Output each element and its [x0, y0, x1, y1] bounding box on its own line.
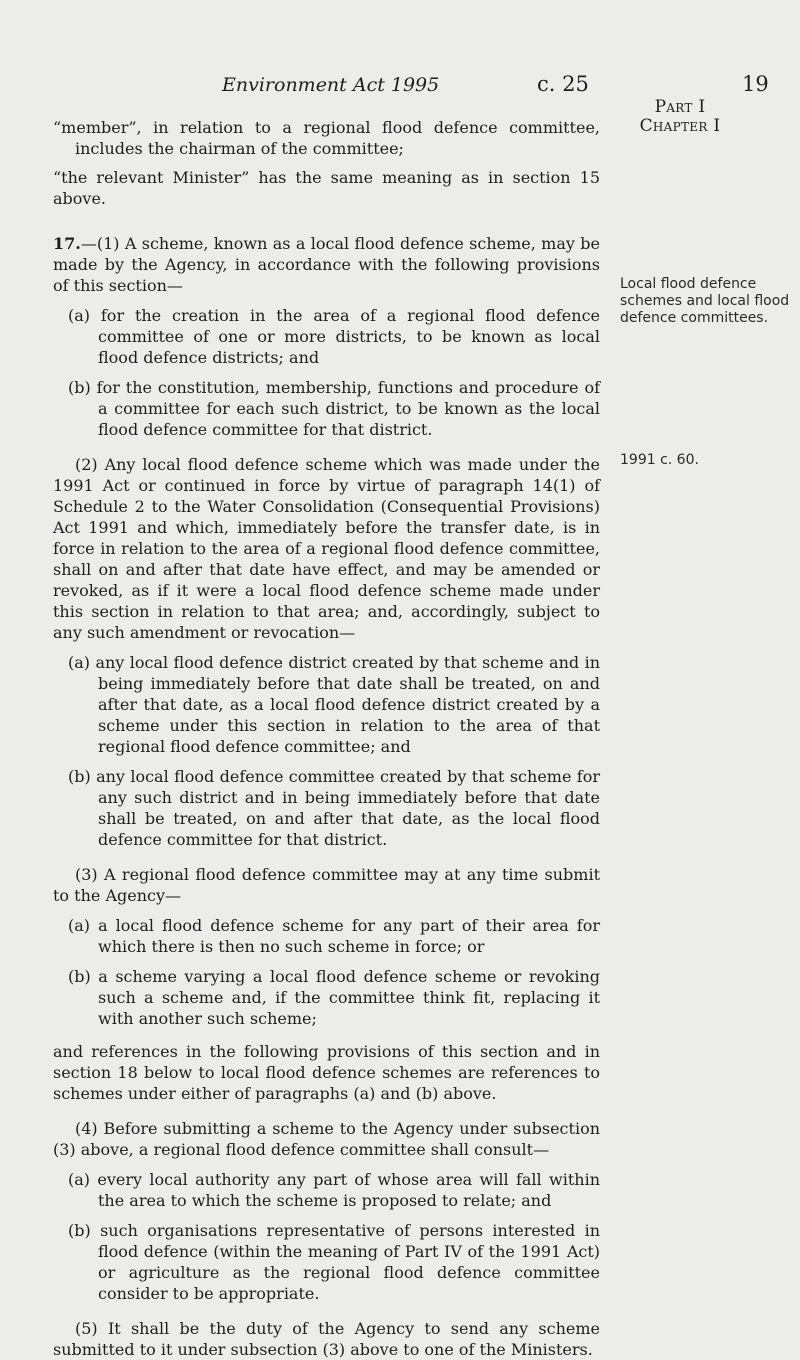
section-17-4-b: (b) such organisations representative of persons interested in flood defence (within the meaning of Part IV of the 1991 Act) or agriculture as the regional flood defence committee consider to be appropriate.: [68, 1221, 600, 1303]
section-number: 17.: [53, 234, 81, 253]
act-title: Environment Act 1995: [222, 74, 440, 96]
chapter-label: Chapter I: [639, 116, 721, 136]
part-chapter-label: [620, 98, 740, 136]
section-17-2-a: (a) any local flood defence district created by that scheme and in being immediately before that date shall be treated, on and after that date, as a local flood defence district created by a scheme under this section in relation to the area of that regional flood defence committee; and: [68, 653, 600, 756]
section-17-subsection-3: (3) A regional flood defence committee may at any time submit to the Agency—: [53, 865, 600, 905]
section-17-1-b: (b) for the constitution, membership, functions and procedure of a committee for each such district, to be known as the local flood defence committee for that district.: [68, 378, 600, 439]
section-17-subsection-5: (5) It shall be the duty of the Agency to send any scheme submitted to it under subsection (3) above to one of the Ministers.: [53, 1319, 600, 1359]
statute-body: [53, 117, 600, 1360]
section-17-subsection-4: (4) Before submitting a scheme to the Agency under subsection (3) above, a regional flood defence committee shall consult—: [53, 1119, 600, 1159]
section-17-2-b: (b) any local flood defence committee created by that scheme for any such district and in being immediately before that date shall be treated, on and after that date, as the local flood defence committee for that district.: [68, 767, 600, 849]
section-17-1-a: (a) for the creation in the area of a regional flood defence committee of one or more districts, to be known as local flood defence districts; and: [68, 306, 600, 367]
page-number: 19: [742, 72, 769, 96]
definition-minister: “the relevant Minister” has the same meaning as in section 15 above.: [53, 168, 600, 208]
running-header: [0, 68, 800, 98]
side-note-local-flood-defence: Local flood defence schemes and local flood defence committees.: [620, 276, 790, 326]
definition-member: “member”, in relation to a regional flood defence committee, includes the chairman of the committee;: [53, 118, 600, 158]
part-label: Part I: [654, 97, 706, 117]
section-17-4-a: (a) every local authority any part of whose area will fall within the area to which the scheme is proposed to relate; and: [68, 1170, 600, 1210]
section-17-3-tail: and references in the following provisions of this section and in section 18 below to local flood defence schemes are references to schemes under either of paragraphs (a) and (b) above.: [53, 1042, 600, 1103]
section-17-3-b: (b) a scheme varying a local flood defence scheme or revoking such a scheme and, if the committee think fit, replacing it with another such scheme;: [68, 967, 600, 1028]
section-17-subsection-2: (2) Any local flood defence scheme which was made under the 1991 Act or continued in force by virtue of paragraph 14(1) of Schedule 2 to the Water Consolidation (Consequential Provisions) Act 1991 and which, immediately before the transfer date, is in force in relation to the area of a regional flood defence committee, shall on and after that date have effect, and may be amended or revoked, as if it were a local flood defence scheme made under this section in relation to that area; and, accordingly, subject to any such amendment or revocation—: [53, 455, 600, 642]
section-17-subsection-1: 17.—(1) A scheme, known as a local flood defence scheme, may be made by the Agency, in accordance with the following provisions of this section—: [53, 234, 600, 295]
section-17-3-a: (a) a local flood defence scheme for any part of their area for which there is then no such scheme in force; or: [68, 916, 600, 956]
side-note-citation: 1991 c. 60.: [620, 452, 699, 468]
chapter-reference: c. 25: [537, 72, 589, 96]
